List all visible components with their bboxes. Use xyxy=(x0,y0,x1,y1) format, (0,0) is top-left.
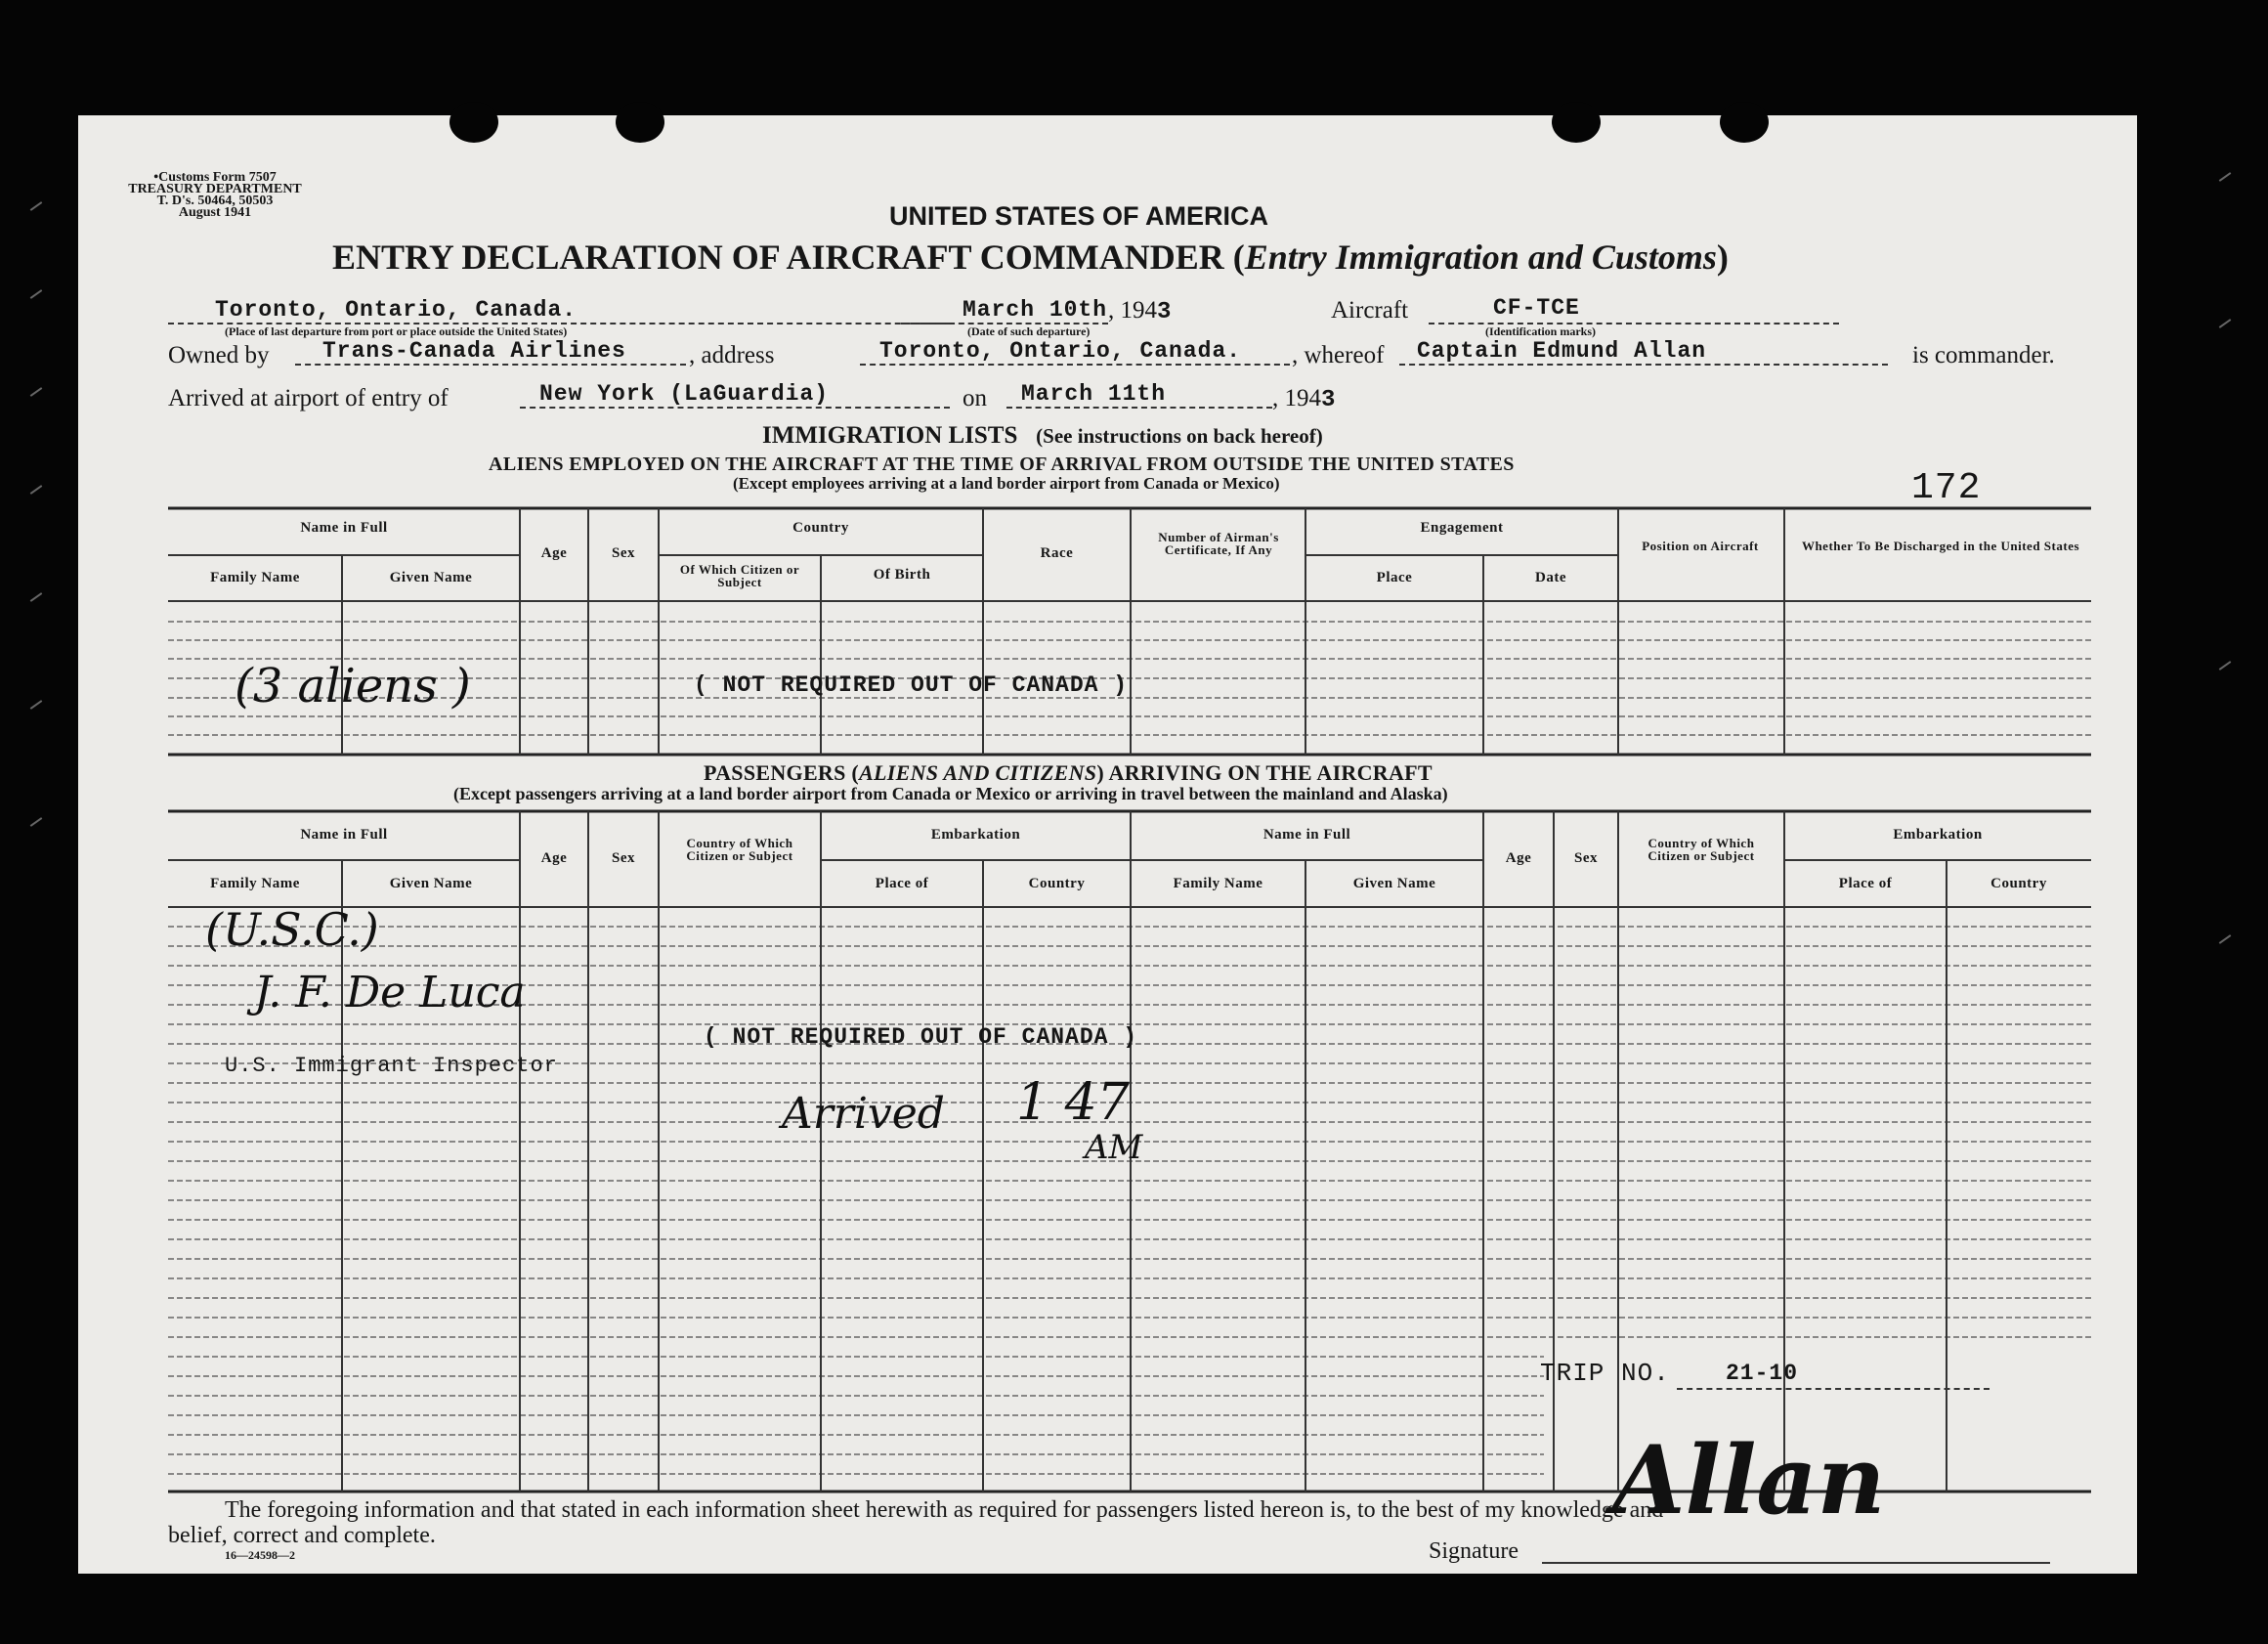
aliens-col-birth: Of Birth xyxy=(873,567,931,583)
pass-col-citizen-2: Country of Which Citizen or Subject xyxy=(1648,836,1755,863)
address-label: , address xyxy=(689,342,775,368)
arrival-year: , 1943 xyxy=(1272,385,1337,413)
signature-label: Signature xyxy=(1429,1538,1519,1564)
declaration-line-1: The foregoing information and that stated in each information sheet herewith as required for passengers listed hereon is, to the best of my knowledge and xyxy=(225,1497,1664,1523)
aliens-col-discharged: Whether To Be Discharged in the United States xyxy=(1801,539,2080,553)
aliens-col-race: Race xyxy=(1040,545,1074,561)
pass-col-sex-2: Sex xyxy=(1574,850,1598,866)
pass-col-age-2: Age xyxy=(1505,850,1532,866)
pass-col-sex: Sex xyxy=(612,850,635,866)
arrived-time: 1 47 xyxy=(1016,1073,1130,1132)
pass-col-citizen: Country of Which Citizen or Subject xyxy=(686,836,793,863)
immigration-heading: IMMIGRATION LISTS (See instructions on back hereof) xyxy=(762,422,1323,449)
is-commander-label: is commander. xyxy=(1912,342,2055,368)
customs-form-page xyxy=(78,115,2137,1574)
arrival-date: March 11th xyxy=(1021,381,1167,407)
pass-col-country: Country xyxy=(1028,876,1086,891)
passengers-not-required: ( NOT REQUIRED OUT OF CANADA ) xyxy=(704,1024,1138,1050)
departure-caption: (Place of last departure from port or place outside the United States) xyxy=(225,324,568,338)
arrived-note: Arrived xyxy=(782,1089,945,1139)
passengers-note: (Except passengers arriving at a land border airport from Canada or Mexico or arriving in travel between the mainland and Alaska) xyxy=(453,784,1448,803)
pass-col-embarkation: Embarkation xyxy=(930,827,1021,843)
aliens-col-airman: Number of Airman's Certificate, If Any xyxy=(1158,530,1279,557)
passengers-heading: PASSENGERS (ALIENS AND CITIZENS) ARRIVING ON THE AIRCRAFT xyxy=(704,760,1433,785)
on-label: on xyxy=(963,385,987,411)
inspector-signature: J. F. De Luca xyxy=(254,968,526,1017)
aircraft-label: Aircraft xyxy=(1331,297,1409,324)
form-id: •Customs Form 7507 xyxy=(153,170,277,185)
trip-label: TRIP NO. xyxy=(1540,1359,1670,1388)
pass-col-name-in-full-2: Name in Full xyxy=(1262,827,1351,843)
aliens-col-date: Date xyxy=(1535,570,1566,585)
pass-col-name-in-full: Name in Full xyxy=(300,827,388,843)
owned-by-label: Owned by xyxy=(168,342,270,368)
pass-col-place-of-2: Place of xyxy=(1838,876,1893,891)
commander-signature: Allan xyxy=(1612,1425,1886,1536)
passengers-table-grid xyxy=(78,115,2137,1574)
commander-name: Captain Edmund Allan xyxy=(1417,338,1707,364)
aliens-col-engagement: Engagement xyxy=(1420,520,1504,536)
pass-col-embarkation-2: Embarkation xyxy=(1893,827,1983,843)
aliens-not-required: ( NOT REQUIRED OUT OF CANADA ) xyxy=(694,672,1129,698)
aircraft-caption: (Identification marks) xyxy=(1485,324,1596,338)
whereof-label: , whereof xyxy=(1292,342,1385,368)
pass-col-age: Age xyxy=(540,850,568,866)
aircraft-id: CF-TCE xyxy=(1493,295,1580,321)
entry-airport: New York (LaGuardia) xyxy=(539,381,830,407)
form-department: TREASURY DEPARTMENT xyxy=(128,182,302,196)
departure-year: , 1943 xyxy=(1108,297,1173,325)
aliens-note: (Except employees arriving at a land border airport from Canada or Mexico) xyxy=(733,474,1280,493)
departure-date: March 10th xyxy=(963,297,1108,323)
aliens-handwritten-note: (3 aliens ) xyxy=(235,659,471,714)
pass-col-given-2: Given Name xyxy=(1352,876,1436,891)
declaration-line-2: belief, correct and complete. xyxy=(168,1523,436,1548)
aliens-heading: ALIENS EMPLOYED ON THE AIRCRAFT AT THE TIME OF ARRIVAL FROM OUTSIDE THE UNITED STATES xyxy=(489,454,1515,475)
arrived-label: Arrived at airport of entry of xyxy=(168,385,449,411)
departure-date-caption: (Date of such departure) xyxy=(967,324,1091,338)
arrived-ampm: AM xyxy=(1085,1128,1143,1167)
aliens-col-place: Place xyxy=(1376,570,1413,585)
aliens-col-sex: Sex xyxy=(612,545,635,561)
page-number: 172 xyxy=(1911,467,1982,509)
trip-number: 21-10 xyxy=(1726,1361,1799,1386)
departure-place: Toronto, Ontario, Canada. xyxy=(215,297,578,323)
country-title: UNITED STATES OF AMERICA xyxy=(889,201,1268,231)
aliens-col-name-in-full: Name in Full xyxy=(300,520,388,536)
pass-col-family-2: Family Name xyxy=(1173,876,1263,891)
pass-col-family: Family Name xyxy=(210,876,300,891)
owner-address: Toronto, Ontario, Canada. xyxy=(879,338,1242,364)
form-tds: T. D's. 50464, 50503 xyxy=(156,194,274,208)
handwritten-initials: (U.S.C.) xyxy=(205,903,379,956)
aliens-col-citizen: Of Which Citizen or Subject xyxy=(679,562,800,589)
print-code: 16—24598—2 xyxy=(225,1548,295,1562)
aliens-col-family: Family Name xyxy=(210,570,300,585)
owner-name: Trans-Canada Airlines xyxy=(322,338,626,364)
pass-col-country-2: Country xyxy=(1990,876,2047,891)
aliens-col-age: Age xyxy=(540,545,568,561)
aliens-col-country: Country xyxy=(792,520,849,536)
form-date: August 1941 xyxy=(178,205,252,220)
pass-col-place-of: Place of xyxy=(875,876,929,891)
pass-col-given: Given Name xyxy=(389,876,473,891)
inspector-title: U.S. Immigrant Inspector xyxy=(225,1054,558,1078)
form-title: ENTRY DECLARATION OF AIRCRAFT COMMANDER (Entry Immigration and Customs) xyxy=(332,238,1729,277)
aliens-col-position: Position on Aircraft xyxy=(1642,539,1759,553)
aliens-col-given: Given Name xyxy=(389,570,473,585)
